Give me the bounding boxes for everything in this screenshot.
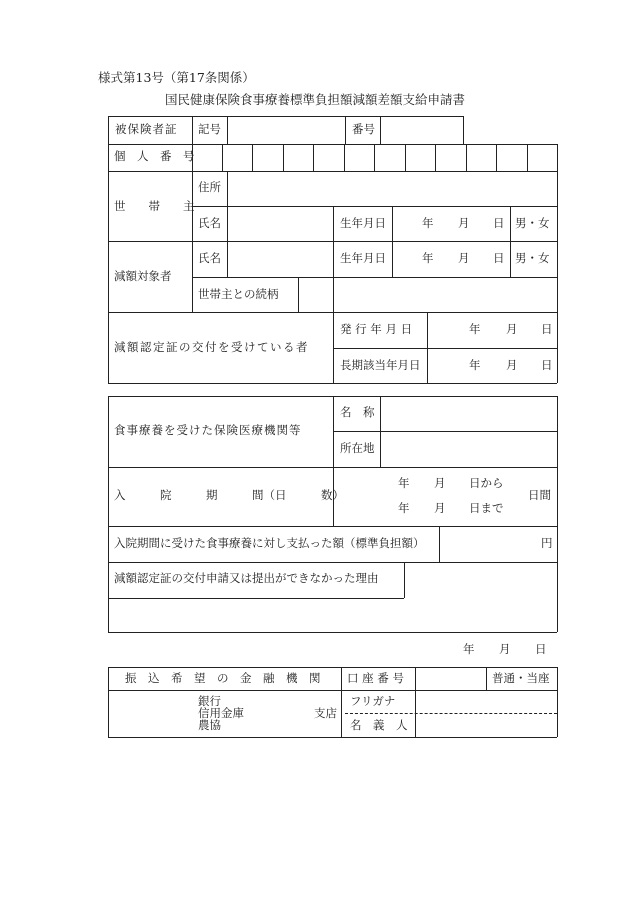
institution-location-label: 所在地 [340, 441, 375, 455]
householder-name-label: 氏名 [198, 216, 221, 230]
furigana-label: フリガナ [350, 694, 396, 708]
date-month-label: 月 [499, 642, 511, 656]
form-number: 様式第13号（第17条関係） [98, 70, 255, 85]
target-name-label: 氏名 [198, 251, 221, 265]
period-from-year-label: 年 [398, 476, 410, 490]
date-day-label: 日 [535, 642, 547, 656]
institution-name-label: 名 称 [340, 405, 375, 419]
institution-label: 食事療養を受けた保険医療機関等 [114, 423, 302, 437]
hospital-period-label: 入 院 期 間（日 数） [114, 488, 344, 502]
bank-label: 銀行 [198, 694, 221, 708]
target-birth-label: 生年月日 [340, 251, 386, 265]
amount-paid-label: 入院期間に受けた食事療養に対し支払った額（標準負担額） [114, 536, 425, 550]
householder-sex-option[interactable]: 男・女 [515, 216, 550, 230]
period-to-year-label: 年 [398, 501, 410, 515]
branch-label: 支店 [314, 706, 337, 720]
householder-month-label: 月 [458, 216, 470, 230]
householder-birth-label: 生年月日 [340, 216, 386, 230]
target-month-label: 月 [458, 251, 470, 265]
credit-union-label: 信用金庫 [198, 706, 244, 720]
householder-label: 世 帯 主 [114, 199, 195, 213]
long-term-year-label: 年 [469, 358, 481, 372]
issue-month-label: 月 [506, 322, 518, 336]
agri-coop-label: 農協 [198, 718, 221, 732]
insured-card-label: 被保険者証 [115, 122, 178, 136]
date-year-label: 年 [463, 642, 475, 656]
relation-label: 世帯主との続柄 [198, 287, 279, 301]
symbol-label: 記号 [198, 122, 221, 136]
target-year-label: 年 [422, 251, 434, 265]
target-sex-option[interactable]: 男・女 [515, 251, 550, 265]
number-label: 番号 [352, 122, 375, 136]
target-person-label: 減額対象者 [114, 269, 172, 283]
reason-label: 減額認定証の交付申請又は提出ができなかった理由 [114, 571, 379, 585]
bank-header-label: 振 込 希 望 の 金 融 機 関 [125, 671, 321, 685]
issue-day-label: 日 [541, 322, 553, 336]
period-from-month-label: 月 [434, 476, 446, 490]
long-term-month-label: 月 [506, 358, 518, 372]
householder-year-label: 年 [422, 216, 434, 230]
period-to-day-label: 日まで [469, 501, 504, 515]
householder-address-label: 住所 [198, 180, 221, 194]
period-days-label: 日間 [528, 488, 551, 502]
target-day-label: 日 [493, 251, 505, 265]
page-title: 国民健康保険食事療養標準負担額減額差額支給申請書 [164, 92, 465, 107]
account-type-option[interactable]: 普通・当座 [492, 671, 550, 685]
long-term-date-label: 長期該当年月日 [340, 358, 421, 372]
issue-date-label: 発 行 年 月 日 [340, 322, 413, 336]
householder-day-label: 日 [493, 216, 505, 230]
account-holder-label: 名 義 人 [350, 718, 408, 732]
issue-year-label: 年 [469, 322, 481, 336]
cert-issued-label: 減額認定証の交付を受けている者 [114, 340, 309, 354]
yen-label: 円 [541, 536, 553, 550]
account-number-label: 口 座 番 号 [347, 671, 404, 685]
personal-number-label: 個 人 番 号 [114, 149, 195, 163]
period-to-month-label: 月 [434, 501, 446, 515]
period-from-day-label: 日から [469, 476, 504, 490]
long-term-day-label: 日 [541, 358, 553, 372]
